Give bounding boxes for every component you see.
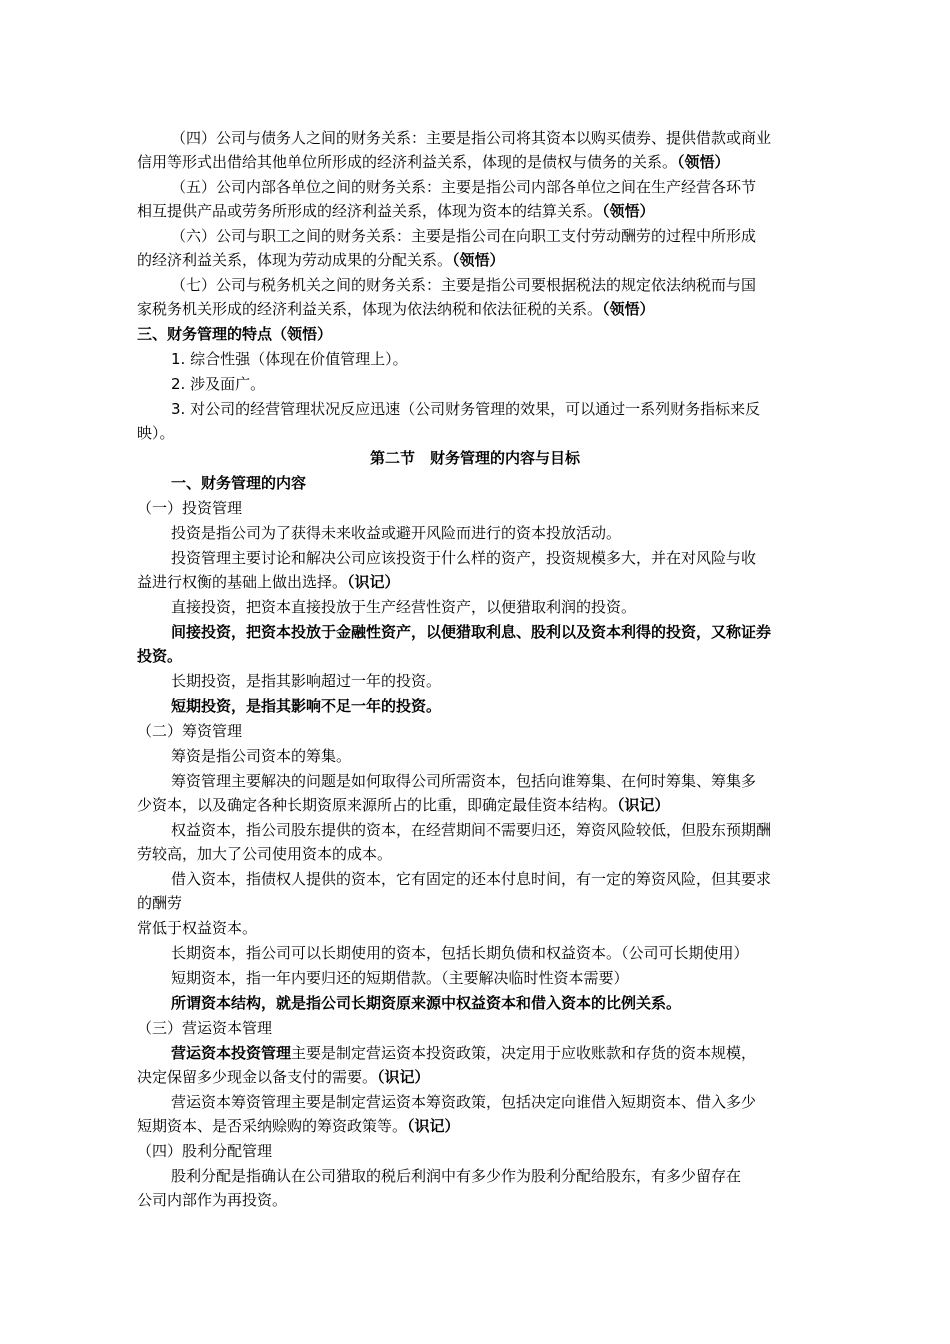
financing-def: 筹资是指公司资本的筹集。 xyxy=(171,747,352,765)
working-capital-finance-line1: 营运资本筹资管理主要是制定营运资本筹资政策，包括决定向谁借入短期资本、借入多少 xyxy=(171,1093,757,1111)
debt-capital-line1: 借入资本，指债权人提供的资本，它有固定的还本付息时间，有一定的筹资风险，但其要求 xyxy=(171,870,772,888)
debt-capital-line2: 的酬劳 xyxy=(137,894,183,912)
dividend-line1: 股利分配是指确认在公司猎取的税后利润中有多少作为股利分配给股东，有多少留存在 xyxy=(171,1167,742,1185)
p6-tag: （领悟） xyxy=(452,251,505,269)
capital-structure: 所谓资本结构，就是指公司长期资原来源中权益资本和借入资本的比例关系。 xyxy=(171,994,682,1012)
indirect-investment-line2: 投资。 xyxy=(137,647,183,665)
p4-line1: （四）公司与债务人之间的财务关系：主要是指公司将其资本以购买债券、提供借款或商业 xyxy=(171,129,772,147)
p5-line2-text: 相互提供产品或劳务所形成的经济利益关系，体现为资本的结算关系。 xyxy=(137,202,603,220)
p4-line2-text: 信用等形式出借给其他单位所形成的经济利益关系，体现的是债权与债务的关系。 xyxy=(137,153,678,171)
p4-line2 xyxy=(137,152,730,172)
dividend-line2: 公司内部作为再投资。 xyxy=(137,1191,288,1209)
investment-heading: （一）投资管理 xyxy=(137,499,243,517)
equity-capital-line2: 劳较高，加大了公司使用资本的成本。 xyxy=(137,845,393,863)
p6-line1: （六）公司与职工之间的财务关系：主要是指公司在向职工支付劳动酬劳的过程中所形成 xyxy=(171,227,757,245)
working-capital-invest-rest: 主要是制定营运资本投资政策，决定用于应收账款和存货的资本规模， xyxy=(291,1044,757,1062)
p7-line2-text: 家税务机关形成的经济利益关系，体现为依法纳税和依法征税的关系。 xyxy=(137,300,603,318)
long-term-capital: 长期资本，指公司可以长期使用的资本，包括长期负债和权益资本。（公司可长期使用） xyxy=(171,944,749,962)
working-capital-invest-line2-text: 决定保留多少现金以备支付的需要。 xyxy=(137,1068,378,1086)
direct-investment: 直接投资，把资本直接投放于生产经营性资产，以便猎取利润的投资。 xyxy=(171,598,637,616)
working-capital-heading: （三）营运资本管理 xyxy=(137,1019,273,1037)
content-heading: 一、财务管理的内容 xyxy=(171,474,307,492)
section2-title: 第二节 财务管理的内容与目标 xyxy=(369,449,580,467)
investment-main-line2 xyxy=(137,572,400,592)
debt-capital-line3: 常低于权益资本。 xyxy=(137,919,258,937)
short-term-capital: 短期资本，指一年内要归还的短期借款。（主要解决临时性资本需要） xyxy=(171,969,629,987)
working-capital-invest-tag: （识记） xyxy=(377,1068,430,1086)
working-capital-invest-line1 xyxy=(171,1043,756,1063)
p6-line2-text: 的经济利益关系，体现为劳动成果的分配关系。 xyxy=(137,251,453,269)
s3-item2: 2. 涉及面广。 xyxy=(171,375,266,393)
p6-line2 xyxy=(137,250,505,270)
p5-line2 xyxy=(137,201,655,221)
financing-main-line2 xyxy=(137,795,670,815)
investment-main-line1: 投资管理主要讨论和解决公司应该投资于什么样的资产，投资规模多大，并在对风险与收 xyxy=(171,549,757,567)
investment-main-line2-text: 益进行权衡的基础上做出选择。 xyxy=(137,573,348,591)
long-term-investment: 长期投资，是指其影响超过一年的投资。 xyxy=(171,672,442,690)
working-capital-invest-line2 xyxy=(137,1067,430,1087)
section3-heading: 三、财务管理的特点（领悟） xyxy=(137,325,333,343)
financing-tag: （识记） xyxy=(617,796,670,814)
working-capital-finance-line2 xyxy=(137,1116,460,1136)
working-capital-invest-term: 营运资本投资管理 xyxy=(171,1044,292,1062)
s3-item1: 1. 综合性强（体现在价值管理上）。 xyxy=(171,350,408,368)
p7-tag: （领悟） xyxy=(602,300,655,318)
p5-line1: （五）公司内部各单位之间的财务关系：主要是指公司内部各单位之间在生产经营各环节 xyxy=(171,178,757,196)
investment-def: 投资是指公司为了获得未来收益或避开风险而进行的资本投放活动。 xyxy=(171,524,622,542)
financing-main-line2-text: 少资本，以及确定各种长期资原来源所占的比重，即确定最佳资本结构。 xyxy=(137,796,618,814)
short-term-investment: 短期投资，是指其影响不足一年的投资。 xyxy=(171,697,442,715)
indirect-investment-line1: 间接投资，把资本投放于金融性资产，以便猎取利息、股利以及资本利得的投资，又称证券 xyxy=(171,623,772,641)
p4-tag: （领悟） xyxy=(677,153,730,171)
working-capital-finance-tag: （识记） xyxy=(407,1117,460,1135)
dividend-heading: （四）股利分配管理 xyxy=(137,1142,273,1160)
p5-tag: （领悟） xyxy=(602,202,655,220)
financing-heading: （二）筹资管理 xyxy=(137,722,243,740)
p7-line2 xyxy=(137,299,655,319)
financing-main-line1: 筹资管理主要解决的问题是如何取得公司所需资本，包括向谁筹集、在何时筹集、筹集多 xyxy=(171,772,757,790)
p7-line1: （七）公司与税务机关之间的财务关系：主要是指公司要根据税法的规定依法纳税而与国 xyxy=(171,276,757,294)
investment-tag: （识记） xyxy=(347,573,400,591)
s3-item3-line2: 映）。 xyxy=(137,424,175,442)
equity-capital-line1: 权益资本，指公司股东提供的资本，在经营期间不需要归还，筹资风险较低，但股东预期酬 xyxy=(171,821,772,839)
working-capital-finance-line2-text: 短期资本、是否采纳赊购的筹资政策等。 xyxy=(137,1117,408,1135)
s3-item3-line1: 3. 对公司的经营管理状况反应迅速（公司财务管理的效果，可以通过一系列财务指标来反 xyxy=(171,400,761,418)
